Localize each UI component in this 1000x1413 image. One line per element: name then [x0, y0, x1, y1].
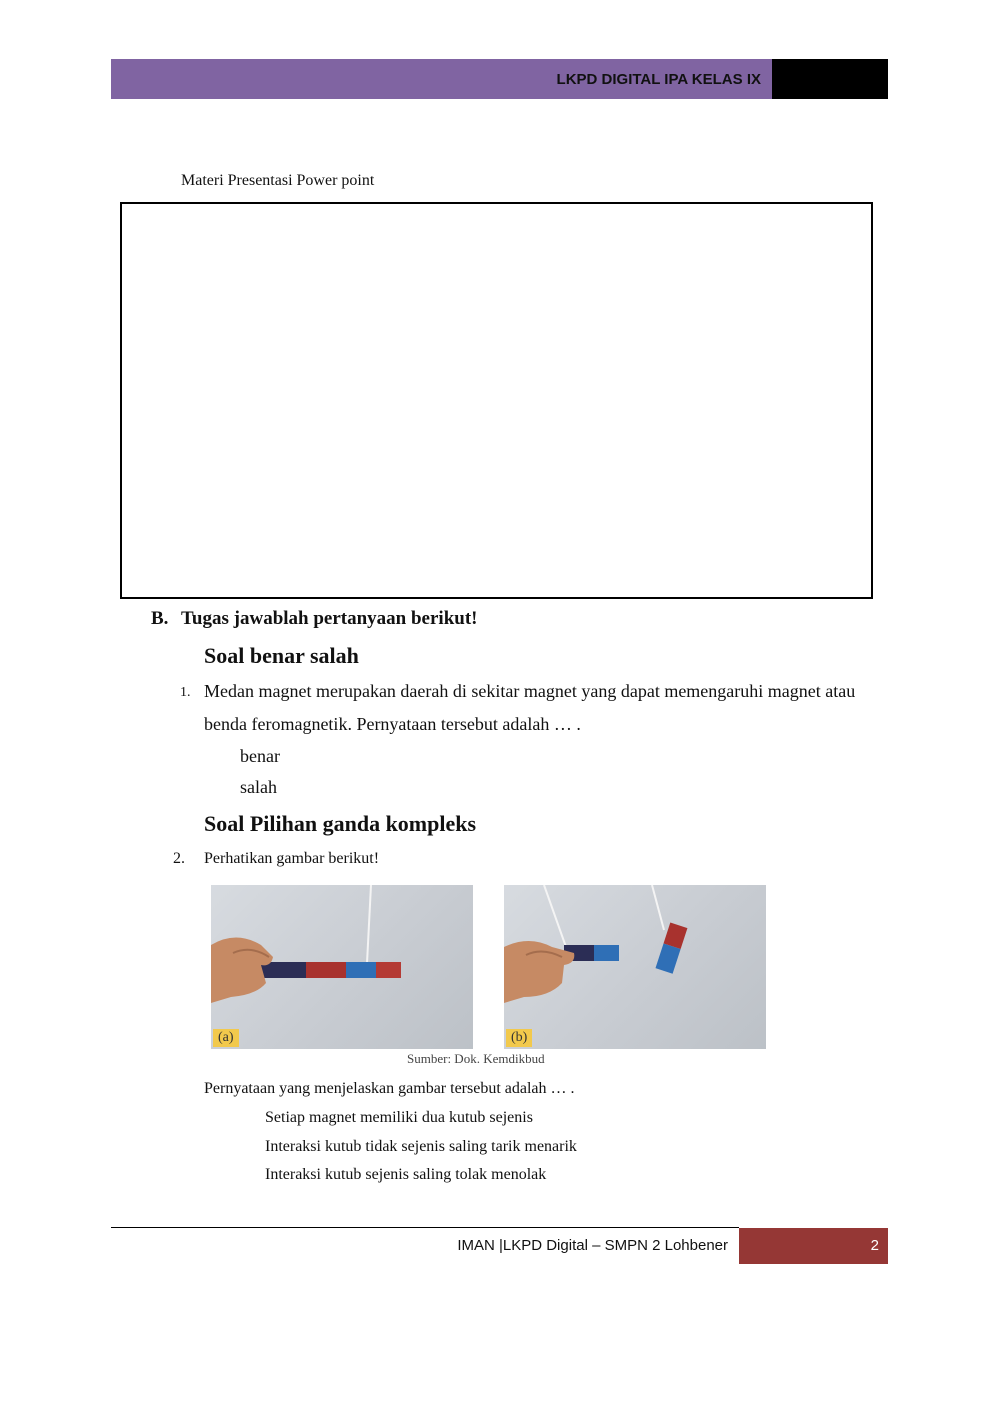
option-benar[interactable]: benar: [240, 746, 280, 766]
multiple-choice-heading: Soal Pilihan ganda kompleks: [204, 811, 477, 836]
footer-text: IMAN |LKPD Digital – SMPN 2 Lohbener: [457, 1237, 728, 1254]
materi-label: Materi Presentasi Power point: [181, 172, 375, 189]
page-number: 2: [870, 1237, 879, 1254]
question-1-text-line2: benda feromagnetik. Pernyataan tersebut adalah … .: [204, 714, 581, 734]
question-1-number: 1.: [180, 685, 191, 700]
header-black-block: [772, 59, 888, 99]
question-2-option-1[interactable]: Setiap magnet memiliki dua kutub sejenis: [265, 1109, 533, 1126]
question-1-text-line1: Medan magnet merupakan daerah di sekitar magnet yang dapat memengaruhi magnet atau: [204, 681, 856, 701]
option-salah[interactable]: salah: [240, 777, 277, 797]
magnet-photo-a: [211, 885, 473, 1049]
header-title: LKPD DIGITAL IPA KELAS IX: [556, 71, 761, 88]
true-false-heading: Soal benar salah: [204, 643, 359, 668]
question-2-option-2[interactable]: Interaksi kutub tidak sejenis saling tarik menarik: [265, 1138, 577, 1155]
photo-label-b: (b): [506, 1029, 532, 1047]
question-2-statement: Pernyataan yang menjelaskan gambar tersebut adalah … .: [204, 1080, 575, 1097]
section-b-letter: B.: [151, 608, 169, 629]
photo-label-a: (a): [213, 1029, 239, 1047]
presentation-frame[interactable]: [120, 202, 873, 599]
question-2-text: Perhatikan gambar berikut!: [204, 850, 380, 867]
question-2-number: 2.: [173, 850, 185, 867]
image-source-caption: Sumber: Dok. Kemdikbud: [407, 1051, 545, 1066]
magnet-photo-b: [504, 885, 766, 1049]
question-2-option-3[interactable]: Interaksi kutub sejenis saling tolak menolak: [265, 1166, 547, 1183]
section-b-title: Tugas jawablah pertanyaan berikut!: [181, 608, 478, 629]
